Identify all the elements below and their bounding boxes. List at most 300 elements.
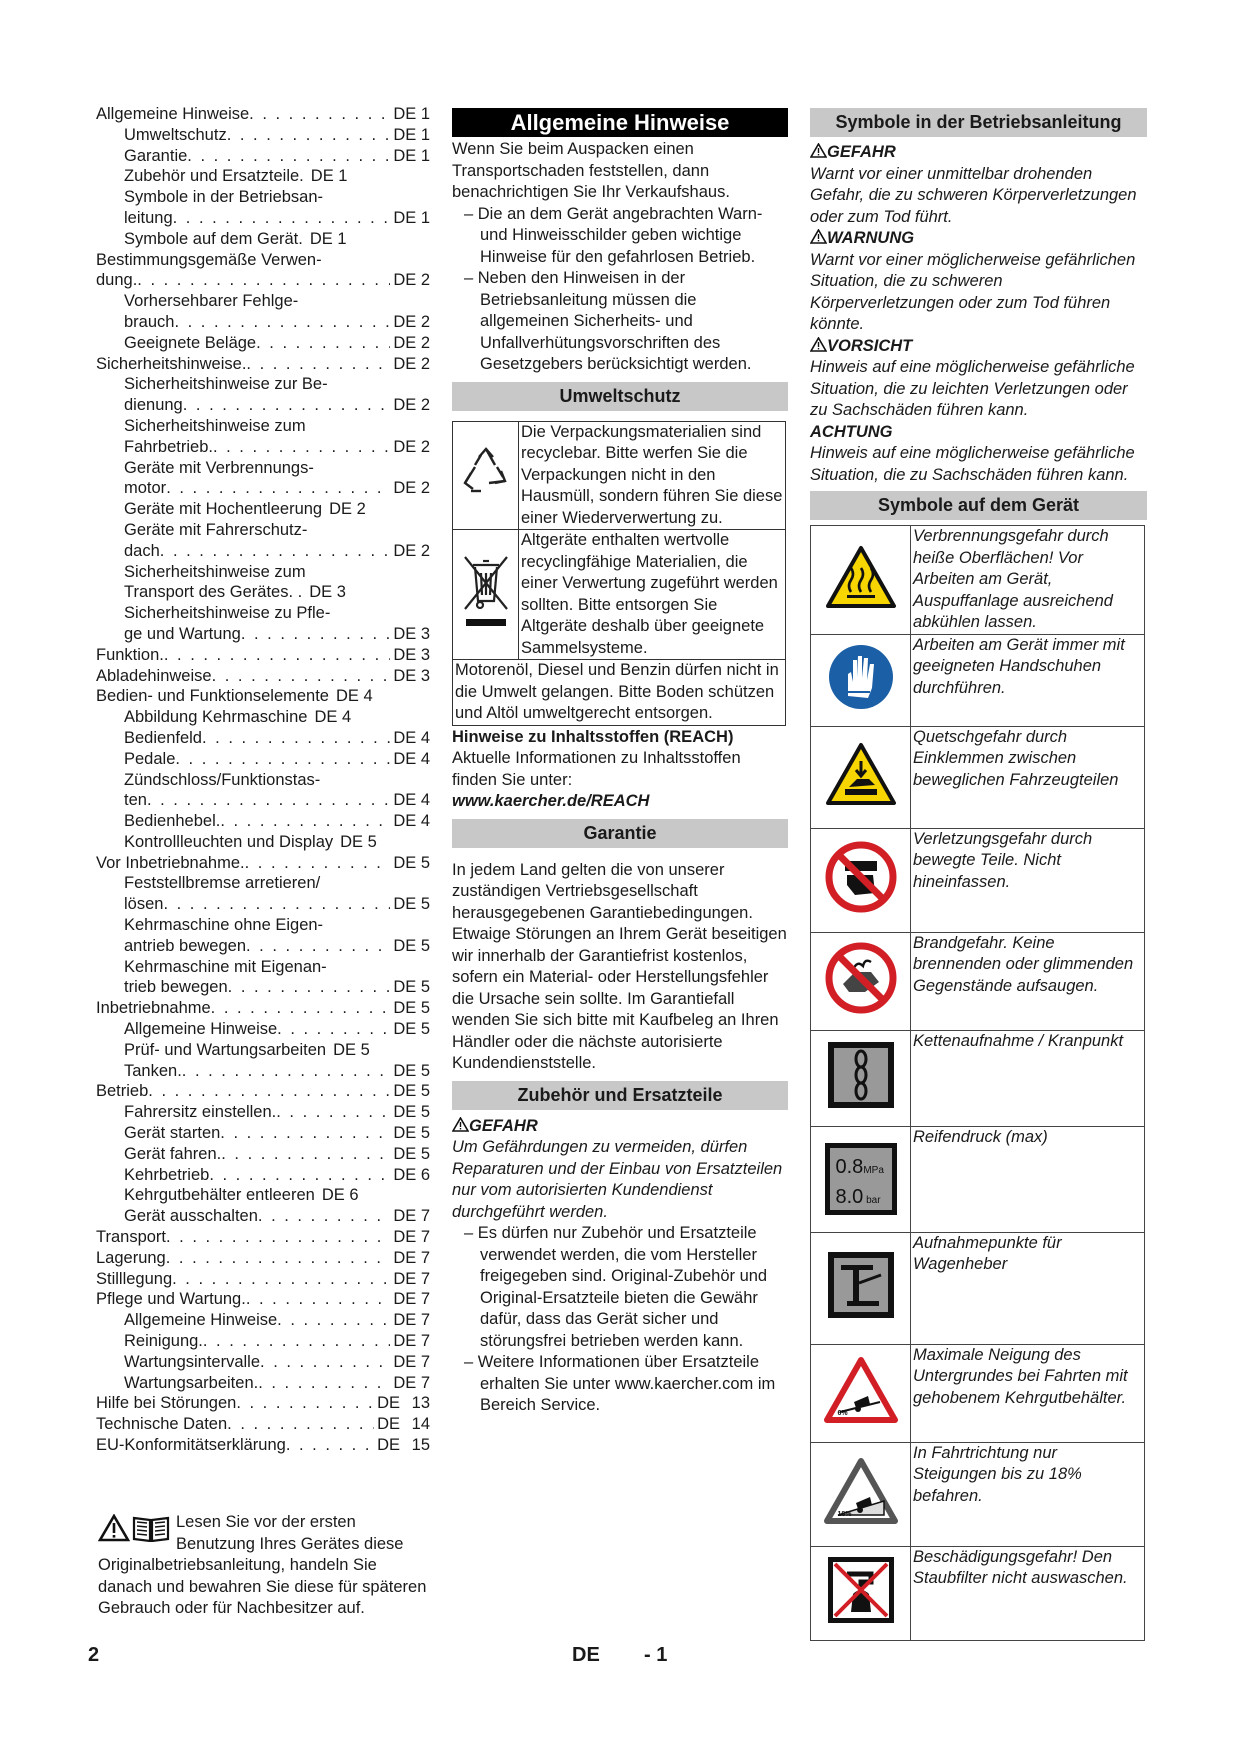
toc-entry-title: Bestimmungsgemäße Verwen-	[96, 250, 322, 269]
toc-dot-leader	[256, 333, 390, 354]
toc-entry[interactable]	[96, 1144, 430, 1165]
section-title-accessories: Zubehör und Ersatzteile	[452, 1081, 788, 1110]
toc-entry-title: lösen	[124, 895, 164, 914]
toc-entry[interactable]	[96, 166, 430, 187]
toc-entry[interactable]	[96, 1227, 430, 1248]
toc-entry-title: Geräte mit Hochentleerung	[124, 500, 323, 519]
toc-dot-leader	[213, 437, 390, 458]
device-symbol-description: Reifendruck (max)	[911, 1126, 1145, 1232]
toc-dot-leader	[246, 354, 390, 375]
read-manual-note	[98, 1512, 432, 1620]
slope-percentage-label: 6%	[837, 1409, 848, 1417]
toc-entry[interactable]	[96, 1165, 430, 1186]
reach-title: Hinweise zu Inhaltsstoffen (REACH)	[452, 727, 734, 746]
toc-entry-page: DE 2	[393, 541, 430, 560]
toc-entry-title: Bedienfeld	[124, 728, 202, 747]
toc-entry[interactable]	[96, 458, 430, 479]
toc-dot-leader	[286, 1435, 374, 1456]
pressure-mpa: 0.8MPa	[835, 1156, 884, 1178]
env-icon-cell	[453, 421, 519, 530]
device-symbol-icon-cell	[811, 932, 911, 1030]
toc-dot-leader	[202, 728, 390, 749]
toc-entry-page: DE 6	[393, 1165, 430, 1184]
toc-entry[interactable]	[96, 1185, 430, 1206]
env-weee-text: Altgeräte enthalten wertvolle recyclingfähige Materialien, die einer Verwertung zugeführt werden sollten. Bitte entsorgen Sie Altgeräte deshalb über geeignete Sammelsysteme.	[519, 530, 786, 660]
toc-entry-title: Transport des Gerätes. .	[124, 583, 303, 602]
toc-entry-title: Wartungsintervalle	[124, 1352, 261, 1371]
warning-triangle-icon	[810, 337, 827, 352]
toc-entry[interactable]	[96, 853, 430, 874]
device-symbol-description: In Fahrtrichtung nur Steigungen bis zu 18% befahren.	[911, 1442, 1145, 1546]
toc-entry-page: DE 3	[393, 624, 430, 643]
toc-entry-title: Allgemeine Hinweise	[124, 1311, 278, 1330]
toc-entry-page: DE 2	[393, 312, 430, 331]
toc-entry-title: Kehrbetrieb	[124, 1165, 210, 1184]
jack-point-icon	[825, 1249, 897, 1328]
toc-dot-leader	[258, 1373, 390, 1394]
toc-entry-title: Garantie	[124, 146, 188, 165]
parts-bullet-2: – Weitere Informationen über Ersatzteile erhalten Sie unter www.kaercher.com im Bereich Service.	[452, 1352, 788, 1417]
device-symbol-row	[811, 828, 1145, 932]
slope-tipping-warning-icon	[824, 1356, 898, 1431]
toc-entry[interactable]	[96, 374, 430, 395]
signal-word-warnung: WARNUNG	[810, 228, 1147, 250]
toc-entry[interactable]	[96, 499, 430, 520]
toc-entry-page: DE 5	[393, 1124, 430, 1143]
toc-entry-page: DE 1	[393, 105, 430, 123]
toc-entry-title: Sicherheitshinweise.	[96, 354, 247, 373]
toc-entry-page: DE 5	[393, 853, 430, 872]
toc-entry[interactable]	[96, 562, 430, 583]
toc-entry-title: Transport	[96, 1228, 166, 1247]
toc-dot-leader	[277, 1019, 390, 1040]
toc-dot-leader	[220, 811, 390, 832]
toc-dot-leader	[211, 998, 391, 1019]
toc-entry[interactable]	[96, 1019, 430, 1040]
toc-entry[interactable]	[96, 728, 430, 749]
toc-entry[interactable]	[96, 291, 430, 312]
env-recycle-text: Die Verpackungsmaterialien sind recyclebar. Bitte werfen Sie die Verpackungen nicht in den Hausmüll, sondern führen Sie diese einer Wiederverwertung zu.	[519, 421, 786, 530]
no-washing-filter-icon	[825, 1554, 897, 1633]
warranty-text: In jedem Land gelten die von unserer zuständigen Vertriebsgesellschaft herausgegebenen Garantiebedingungen. Etwaige Störungen an Ihrem Gerät beseitigen wir innerhalb der Garantiefrist kostenlos, sofern ein Material- oder Herstellungsfehler die Ursache sein sollte. Im Garantiefall wenden Sie sich bitte mit Kaufbeleg an Ihren Händler oder die nächste autorisierte Kundendienststelle.	[452, 860, 787, 1072]
toc-entry[interactable]	[96, 1393, 430, 1414]
toc-dot-leader	[258, 1206, 390, 1227]
toc-dot-leader	[277, 1310, 390, 1331]
section-title-symbols-manual: Symbole in der Betriebsanleitung	[810, 108, 1147, 137]
device-symbol-description: Quetschgefahr durch Einklemmen zwischen beweglichen Fahrzeugteilen	[911, 726, 1145, 828]
toc-entry-title: dach	[124, 541, 160, 560]
device-symbol-icon-cell	[811, 1344, 911, 1442]
toc-entry[interactable]	[96, 707, 430, 728]
section-title-general-notes: Allgemeine Hinweise	[452, 108, 788, 137]
toc-dot-leader	[148, 1081, 390, 1102]
parts-danger-label: GEFAHR	[452, 1116, 788, 1138]
toc-entry[interactable]	[96, 915, 430, 936]
toc-entry[interactable]	[96, 478, 430, 499]
toc-entry-page-number: 13	[411, 1394, 430, 1413]
intro-paragraph: Wenn Sie beim Auspacken einen Transportschaden feststellen, dann benachrichtigen Sie Ihr Verkaufshaus.	[452, 140, 730, 201]
toc-entry-title: Kehrgutbehälter entleeren	[124, 1186, 315, 1205]
toc-entry[interactable]	[96, 104, 430, 125]
device-symbol-description: Beschädigungsgefahr! Den Staubfilter nicht auswaschen.	[911, 1546, 1145, 1640]
section-title-warranty: Garantie	[452, 819, 788, 848]
toc-entry[interactable]	[96, 811, 430, 832]
parts-danger-text: Um Gefährdungen zu vermeiden, dürfen Reparaturen und der Einbau von Ersatzteilen nur vom autorisierten Kundendienst durchgeführt werden.	[452, 1138, 783, 1221]
wear-gloves-icon	[826, 642, 896, 719]
env-oil-text: Motorenöl, Diesel und Benzin dürfen nicht in die Umwelt gelangen. Bitte Boden schützen und Altöl umweltgerecht entsorgen.	[453, 660, 786, 726]
toc-entry-title: brauch	[124, 312, 175, 331]
toc-entry-title: Funktion.	[96, 645, 164, 664]
toc-entry-page: DE 3	[309, 583, 346, 602]
toc-dot-leader	[227, 125, 391, 146]
toc-entry-title: Technische Daten	[96, 1415, 228, 1434]
toc-entry-page: DE 5	[333, 1040, 370, 1059]
env-row-weee	[453, 530, 786, 660]
footer-language: DE	[572, 1644, 600, 1666]
toc-entry-page: DE 5	[393, 936, 430, 955]
toc-entry-title: Umweltschutz	[124, 125, 227, 144]
toc-entry[interactable]	[96, 998, 430, 1019]
toc-entry[interactable]	[96, 1289, 430, 1310]
hot-surface-warning-icon	[825, 544, 897, 617]
toc-dot-leader	[164, 645, 390, 666]
device-symbol-row	[811, 726, 1145, 828]
toc-entry-title: Fahrersitz einstellen.	[124, 1103, 277, 1122]
toc-entry-title: Zündschloss/Funktionstas-	[124, 770, 321, 789]
toc-entry-page: DE 5	[393, 1144, 430, 1163]
toc-entry[interactable]	[96, 333, 430, 354]
toc-entry[interactable]	[96, 603, 430, 624]
warning-triangle-icon	[452, 1117, 469, 1132]
toc-entry[interactable]	[96, 873, 430, 894]
toc-entry-page: DE 7	[393, 1332, 430, 1351]
device-symbol-row	[811, 1546, 1145, 1640]
toc-entry[interactable]	[96, 1102, 430, 1123]
toc-entry[interactable]	[96, 1061, 430, 1082]
toc-entry-page: DE 2	[393, 271, 430, 290]
toc-entry-title: Allgemeine Hinweise	[124, 1020, 278, 1039]
device-symbol-row	[811, 634, 1145, 726]
column-general-notes	[452, 108, 788, 1417]
reach-link[interactable]: www.kaercher.de/REACH	[452, 792, 650, 810]
toc-entry[interactable]	[96, 437, 430, 458]
toc-entry-title: Bedienhebel.	[124, 812, 221, 831]
toc-entry[interactable]	[96, 1248, 430, 1269]
toc-entry-title: Reinigung.	[124, 1332, 203, 1351]
footer-page: - 1	[644, 1644, 668, 1666]
recycling-icon	[459, 445, 513, 499]
signal-word-description: Warnt vor einer möglicherweise gefährlichen Situation, die zu schweren Körperverletzungen oder zum Tod führen könnte.	[810, 250, 1136, 333]
section-title-environment: Umweltschutz	[452, 382, 788, 411]
tyre-pressure-icon	[825, 1143, 897, 1215]
device-symbol-description: Verbrennungsgefahr durch heiße Oberflächen! Vor Arbeiten am Gerät, Auspuffanlage ausreichend abkühlen lassen.	[911, 526, 1145, 635]
slope-percentage-label: 18%	[837, 1510, 852, 1518]
toc-dot-leader	[182, 1061, 391, 1082]
toc-entry[interactable]	[96, 1414, 430, 1435]
toc-entry-title: Lagerung	[96, 1248, 166, 1267]
toc-entry-title: Betrieb	[96, 1082, 149, 1101]
parts-bullet-1: – Es dürfen nur Zubehör und Ersatzteile verwendet werden, die vom Hersteller freigegeben sind. Original-Zubehör und Original-Ersatzteile bieten die Gewähr dafür, dass das Gerät sicher und störungsfrei betrieben werden kann.	[452, 1223, 788, 1352]
toc-entry-page: DE 1	[393, 146, 430, 165]
toc-dot-leader	[246, 1289, 390, 1310]
environment-table	[452, 421, 786, 726]
toc-entry-title: dung.	[96, 271, 138, 290]
signal-word-description: Warnt vor einer unmittelbar drohenden Gefahr, die zu schweren Körperverletzungen oder zum Tod führt.	[810, 164, 1137, 226]
toc-entry-page: DE 5	[393, 895, 430, 914]
read-manual-icons	[98, 1514, 170, 1542]
signal-word-vorsicht: VORSICHT	[810, 336, 1147, 358]
toc-dot-leader	[249, 104, 390, 125]
toc-entry-title: Symbole in der Betriebsan-	[124, 188, 324, 207]
toc-entry-page: DE 7	[393, 1269, 430, 1288]
toc-entry-page: DE 2	[329, 500, 366, 519]
toc-entry-title: Symbole auf dem Gerät.	[124, 229, 303, 248]
toc-entry-title: ge und Wartung	[124, 624, 241, 643]
device-symbol-icon-cell	[811, 726, 911, 828]
toc-dot-leader	[175, 749, 390, 770]
toc-dot-leader	[245, 853, 391, 874]
toc-dot-leader	[166, 1248, 391, 1269]
toc-entry[interactable]	[96, 957, 430, 978]
device-symbol-icon-cell	[811, 634, 911, 726]
device-symbol-icon-cell	[811, 1030, 911, 1126]
toc-entry-title: Pflege und Wartung.	[96, 1290, 246, 1309]
toc-entry-title: Pedale	[124, 749, 176, 768]
toc-entry[interactable]	[96, 270, 430, 291]
book-manual-icon	[132, 1514, 170, 1542]
toc-entry-page: DE 5	[393, 1082, 430, 1101]
device-symbol-row	[811, 526, 1145, 635]
device-symbol-icon-cell	[811, 828, 911, 932]
toc-dot-leader	[183, 395, 391, 416]
toc-entry-page: DE 7	[393, 1207, 430, 1226]
toc-entry-page: DE	[377, 1436, 400, 1454]
toc-entry-page: DE 7	[393, 1311, 430, 1330]
device-symbol-row	[811, 1232, 1145, 1344]
toc-entry-page: DE 4	[393, 791, 430, 810]
toc-entry[interactable]	[96, 936, 430, 957]
warning-triangle-icon	[810, 229, 827, 244]
toc-entry-page: DE 4	[393, 728, 430, 747]
device-symbol-row	[811, 1344, 1145, 1442]
toc-entry-title: Sicherheitshinweise zu Pfle-	[124, 604, 331, 623]
toc-dot-leader	[174, 312, 390, 333]
toc-entry[interactable]	[96, 1352, 430, 1373]
toc-entry-page-number: 15	[411, 1436, 430, 1454]
toc-dot-leader	[163, 894, 390, 915]
page-number: 2	[88, 1644, 100, 1666]
read-manual-text: Lesen Sie vor der ersten Benutzung Ihres Gerätes diese Originalbetriebsanleitung, handeln Sie danach und bewahren Sie diese für späteren Gebrauch oder für Nachbesitzer auf.	[98, 1513, 427, 1617]
toc-entry[interactable]	[96, 125, 430, 146]
toc-entry-title: Gerät fahren.	[124, 1144, 222, 1163]
device-symbol-row	[811, 1126, 1145, 1232]
toc-entry[interactable]	[96, 686, 430, 707]
toc-dot-leader	[166, 1227, 390, 1248]
toc-entry[interactable]	[96, 250, 430, 271]
toc-entry[interactable]	[96, 666, 430, 687]
toc-entry[interactable]	[96, 749, 430, 770]
toc-entry-title: Vorhersehbarer Fehlge-	[124, 292, 299, 311]
toc-dot-leader	[203, 1331, 390, 1352]
toc-entry-title: Tanken.	[124, 1061, 182, 1080]
toc-entry-page: DE 4	[335, 687, 373, 706]
toc-entry-page: DE 1	[393, 208, 430, 227]
toc-dot-leader	[147, 790, 390, 811]
toc-entry-page: DE 2	[393, 354, 430, 373]
toc-entry-title: Feststellbremse arretieren/	[124, 874, 321, 893]
toc-entry[interactable]	[96, 541, 430, 562]
toc-entry[interactable]	[96, 520, 430, 541]
section-title-symbols-device: Symbole auf dem Gerät	[810, 491, 1147, 520]
toc-entry-title: Gerät ausschalten	[124, 1207, 258, 1226]
reach-text: Aktuelle Informationen zu Inhaltsstoffen finden Sie unter:	[452, 749, 741, 789]
toc-entry-title: Sicherheitshinweise zum	[124, 562, 306, 581]
toc-entry[interactable]	[96, 770, 430, 791]
no-burning-objects-icon	[825, 942, 897, 1021]
slope-climb-warning-icon	[824, 1457, 898, 1532]
toc-dot-leader	[246, 936, 390, 957]
toc-entry-title: Geräte mit Fahrerschutz-	[124, 520, 308, 539]
toc-entry[interactable]	[96, 208, 430, 229]
toc-entry[interactable]	[96, 1123, 430, 1144]
device-symbol-description: Brandgefahr. Keine brennenden oder glimmenden Gegenstände aufsaugen.	[911, 932, 1145, 1030]
toc-dot-leader	[276, 1102, 390, 1123]
toc-entry-title: Zubehör und Ersatzteile.	[124, 167, 304, 186]
toc-entry-page: DE 5	[393, 1061, 430, 1080]
toc-entry-title: Bedien- und Funktionselemente	[96, 687, 329, 706]
toc-entry[interactable]	[96, 1040, 430, 1061]
toc-entry[interactable]	[96, 1310, 430, 1331]
toc-dot-leader	[187, 146, 390, 167]
toc-entry[interactable]	[96, 790, 430, 811]
toc-entry[interactable]	[96, 1435, 430, 1456]
toc-dot-leader	[209, 1165, 390, 1186]
toc-entry-title: Hilfe bei Störungen	[96, 1394, 237, 1413]
toc-entry-title: Sicherheitshinweise zum	[124, 416, 306, 435]
toc-entry[interactable]	[96, 645, 430, 666]
toc-entry[interactable]	[96, 832, 430, 853]
signal-words	[810, 142, 1147, 486]
device-symbol-icon-cell	[811, 526, 911, 635]
toc-entry-page: DE 1	[309, 229, 347, 248]
toc-dot-leader	[228, 977, 391, 998]
toc-entry[interactable]	[96, 1331, 430, 1352]
toc-entry-page: DE 3	[393, 666, 430, 685]
toc-dot-leader	[172, 1269, 390, 1290]
toc-entry-page: DE 4	[393, 749, 430, 768]
general-bullet-1: – Die an dem Gerät angebrachten Warn- und Hinweisschilder geben wichtige Hinweise für den gefahrlosen Betrieb.	[452, 204, 788, 269]
toc-entry-page: DE 5	[340, 832, 377, 851]
toc-entry-page: DE 1	[310, 167, 348, 186]
toc-dot-leader	[173, 208, 391, 229]
toc-dot-leader	[236, 1393, 374, 1414]
device-symbol-row	[811, 1030, 1145, 1126]
toc-entry-page: DE 5	[393, 1103, 430, 1122]
toc-entry-title: Kehrmaschine mit Eigenan-	[124, 957, 327, 976]
toc-dot-leader	[160, 541, 391, 562]
device-symbol-description: Verletzungsgefahr durch bewegte Teile. Nicht hineinfassen.	[911, 828, 1145, 932]
toc-dot-leader	[227, 1414, 374, 1435]
toc-entry-page: DE 7	[393, 1373, 430, 1392]
crossed-bin-icon	[461, 551, 511, 631]
toc-entry[interactable]	[96, 624, 430, 645]
toc-entry[interactable]	[96, 354, 430, 375]
toc-entry[interactable]	[96, 582, 430, 603]
toc-entry-title: Wartungsarbeiten.	[124, 1373, 259, 1392]
toc-entry[interactable]	[96, 1081, 430, 1102]
toc-entry-title: motor	[124, 479, 167, 498]
toc-entry[interactable]	[96, 395, 430, 416]
toc-entry-title: leitung	[124, 208, 173, 227]
toc-entry-title: Prüf- und Wartungsarbeiten	[124, 1040, 327, 1059]
general-bullet-2: – Neben den Hinweisen in der Betriebsanleitung müssen die allgemeinen Sicherheits- und Unfallverhütungsvorschriften des Gesetzgebers berücksichtigt werden.	[452, 268, 788, 376]
device-symbols-table	[810, 525, 1145, 1641]
toc-entry[interactable]	[96, 312, 430, 333]
toc-dot-leader	[260, 1352, 390, 1373]
toc-dot-leader	[220, 1123, 390, 1144]
toc-entry-page: DE 3	[393, 645, 430, 664]
signal-word-description: Hinweis auf eine möglicherweise gefährliche Situation, die zu leichten Verletzungen oder zu Sachschäden führen kann.	[810, 358, 1135, 419]
device-symbol-row	[811, 932, 1145, 1030]
toc-entry-title: Geräte mit Verbrennungs-	[124, 458, 314, 477]
toc-entry-title: EU-Konformitätserklärung	[96, 1436, 286, 1454]
toc-entry-page: DE 4	[393, 812, 430, 831]
toc-entry-title: Abladehinweise	[96, 666, 212, 685]
toc-entry-page: DE 2	[393, 396, 430, 415]
toc-entry[interactable]	[96, 1206, 430, 1227]
toc-entry-title: trieb bewegen	[124, 978, 228, 997]
signal-word-gefahr: GEFAHR	[810, 142, 1147, 164]
device-symbol-icon-cell	[811, 1232, 911, 1344]
toc-entry[interactable]	[96, 229, 430, 250]
toc-entry-page: DE 4	[314, 708, 352, 727]
toc-entry-title: Gerät starten	[124, 1124, 221, 1143]
toc-entry-title: Inbetriebnahme	[96, 999, 211, 1018]
toc-entry-page: DE 5	[393, 1020, 430, 1039]
toc-entry-title: Fahrbetrieb.	[124, 437, 213, 456]
toc-entry[interactable]	[96, 1373, 430, 1394]
toc-entry-title: dienung	[124, 396, 183, 415]
warning-triangle-icon	[98, 1514, 130, 1542]
toc-entry-title: antrieb bewegen	[124, 936, 247, 955]
toc-entry[interactable]	[96, 1269, 430, 1290]
env-icon-cell	[453, 530, 519, 660]
toc-entry[interactable]	[96, 416, 430, 437]
toc-entry[interactable]	[96, 187, 430, 208]
device-symbol-icon-cell	[811, 1126, 911, 1232]
chain-crane-point-icon	[825, 1039, 897, 1118]
toc-entry-page: DE 7	[393, 1248, 430, 1267]
toc-entry-page: DE	[377, 1415, 400, 1434]
toc-entry-title: ten	[124, 791, 147, 810]
device-symbol-row	[811, 1442, 1145, 1546]
env-row-oil	[453, 660, 786, 726]
toc-entry[interactable]	[96, 977, 430, 998]
toc-entry-page: DE 5	[393, 978, 430, 997]
toc-entry-title: Sicherheitshinweise zur Be-	[124, 375, 328, 394]
toc-entry-page: DE 2	[393, 333, 430, 352]
toc-entry-title: Stilllegung	[96, 1269, 173, 1288]
toc-entry-page: DE	[377, 1394, 400, 1413]
toc-entry-page: DE 5	[393, 999, 430, 1018]
toc-dot-leader	[212, 666, 391, 687]
toc-entry[interactable]	[96, 146, 430, 167]
pressure-bar: 8.0 bar	[835, 1186, 881, 1208]
no-reaching-in-icon	[825, 841, 897, 920]
device-symbol-icon-cell	[811, 1442, 911, 1546]
toc-entry-title: Vor Inbetriebnahme.	[96, 853, 245, 872]
toc-entry[interactable]	[96, 894, 430, 915]
